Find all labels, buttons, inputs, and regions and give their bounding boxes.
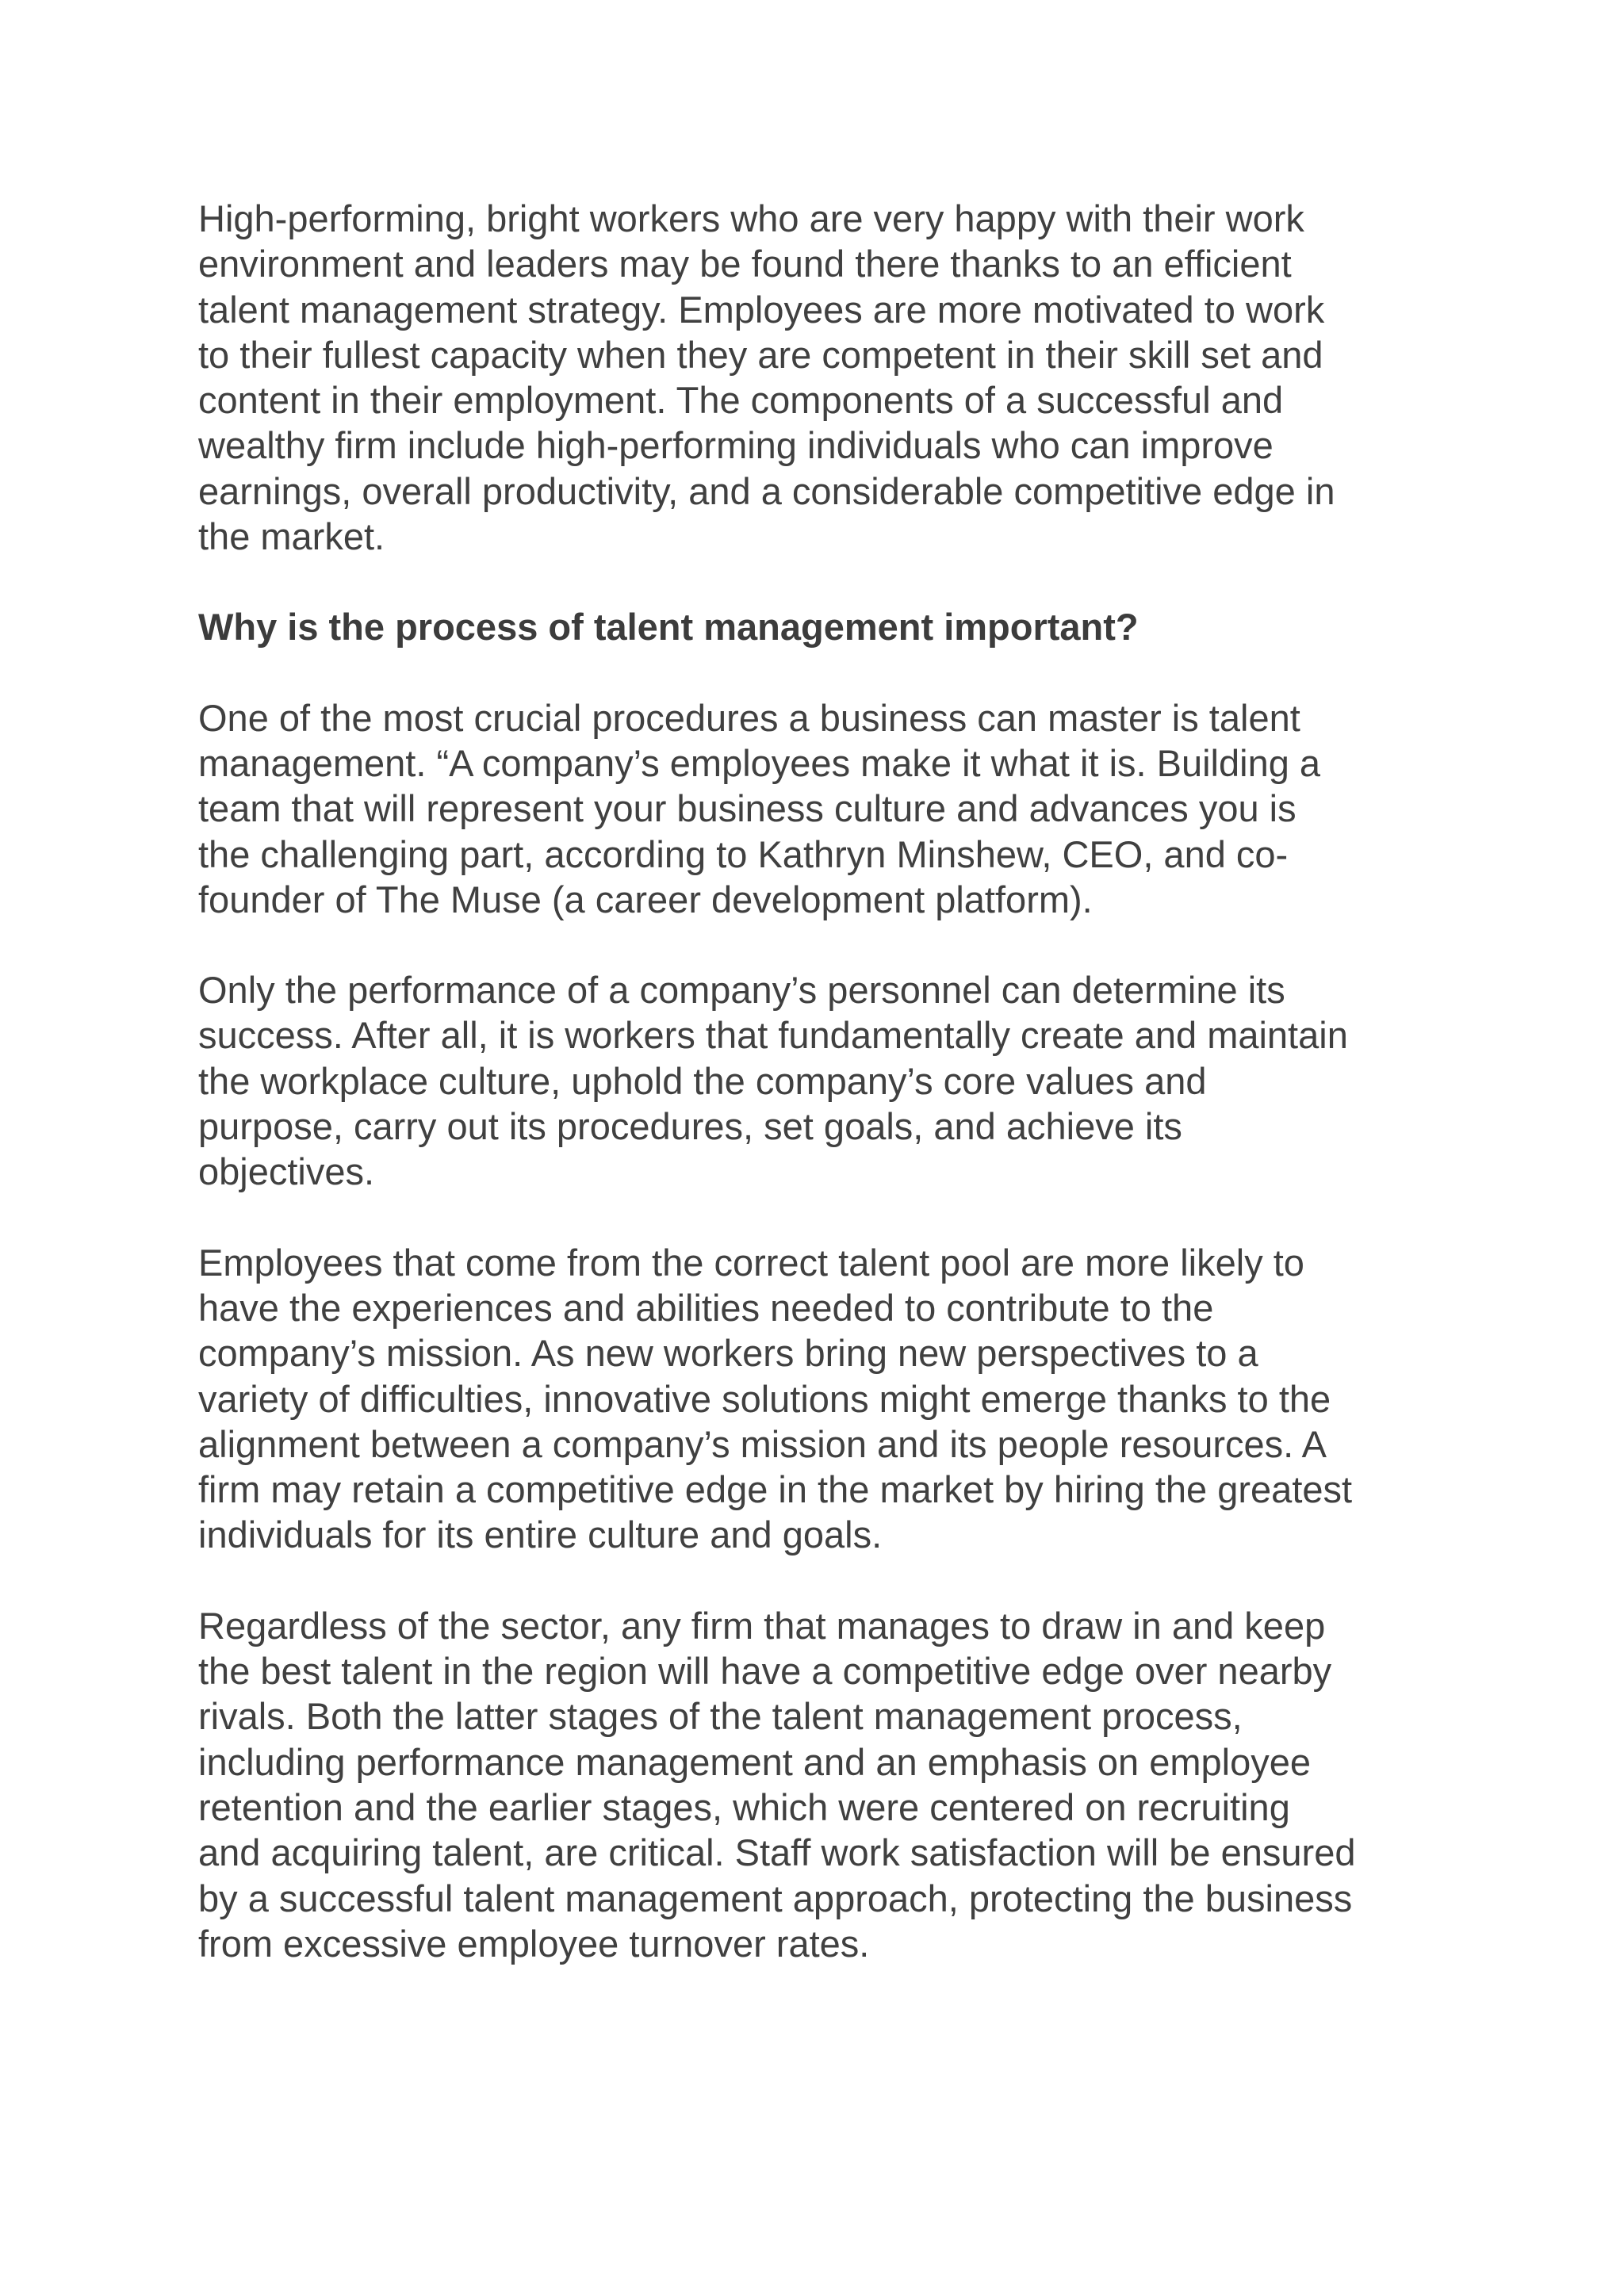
text-line: to their fullest capacity when they are competent in their skill set and: [198, 333, 1323, 376]
text-line: alignment between a company’s mission and its people resources. A: [198, 1422, 1327, 1465]
body-paragraph-2: [198, 967, 1451, 1194]
document-body: [198, 196, 1451, 1966]
text-line: including performance management and an emphasis on employee: [198, 1740, 1312, 1783]
text-line: success. After all, it is workers that fundamentally create and maintain: [198, 1014, 1348, 1057]
text-line: Employees that come from the correct talent pool are more likely to: [198, 1241, 1304, 1284]
text-line: talent management strategy. Employees are more motivated to work: [198, 288, 1325, 331]
body-paragraph-3: [198, 1240, 1451, 1558]
text-line: purpose, carry out its procedures, set goals, and achieve its: [198, 1105, 1182, 1148]
text-line: High-performing, bright workers who are very happy with their work: [198, 197, 1304, 239]
intro-paragraph: [198, 196, 1451, 559]
text-line: variety of difficulties, innovative solutions might emerge thanks to the: [198, 1377, 1331, 1420]
text-line: management. “A company’s employees make it what it is. Building a: [198, 741, 1321, 784]
text-line: objectives.: [198, 1150, 375, 1193]
text-line: firm may retain a competitive edge in the market by hiring the greatest: [198, 1468, 1353, 1511]
text-line: environment and leaders may be found there thanks to an efficient: [198, 243, 1292, 285]
text-line: retention and the earlier stages, which were centered on recruiting: [198, 1785, 1290, 1828]
text-line: have the experiences and abilities needed to contribute to the: [198, 1286, 1214, 1329]
text-line: team that will represent your business culture and advances you is: [198, 787, 1297, 830]
text-line: Regardless of the sector, any firm that manages to draw in and keep: [198, 1604, 1326, 1647]
body-paragraph-4: [198, 1603, 1451, 1966]
text-line: wealthy firm include high-performing individuals who can improve: [198, 424, 1274, 467]
text-line: company’s mission. As new workers bring new perspectives to a: [198, 1332, 1258, 1375]
text-line: the market.: [198, 515, 385, 558]
text-line: from excessive employee turnover rates.: [198, 1922, 870, 1965]
text-line: rivals. Both the latter stages of the talent management process,: [198, 1695, 1243, 1738]
section-heading: Why is the process of talent management important?: [198, 606, 1139, 649]
text-line: the best talent in the region will have a competitive edge over nearby: [198, 1650, 1332, 1693]
text-line: One of the most crucial procedures a business can master is talent: [198, 696, 1300, 739]
text-line: earnings, overall productivity, and a considerable competitive edge in: [198, 469, 1335, 512]
text-line: Only the performance of a company’s personnel can determine its: [198, 969, 1285, 1012]
text-line: the workplace culture, uphold the company’s core values and: [198, 1059, 1207, 1102]
text-line: content in their employment. The components of a successful and: [198, 379, 1284, 422]
text-line: the challenging part, according to Kathryn Minshew, CEO, and co-: [198, 832, 1289, 875]
text-line: and acquiring talent, are critical. Staff work satisfaction will be ensured: [198, 1831, 1356, 1874]
text-line: individuals for its entire culture and goals.: [198, 1513, 883, 1556]
text-line: by a successful talent management approach, protecting the business: [198, 1877, 1353, 1919]
text-line: founder of The Muse (a career development platform).: [198, 878, 1093, 920]
body-paragraph-1: [198, 695, 1451, 922]
